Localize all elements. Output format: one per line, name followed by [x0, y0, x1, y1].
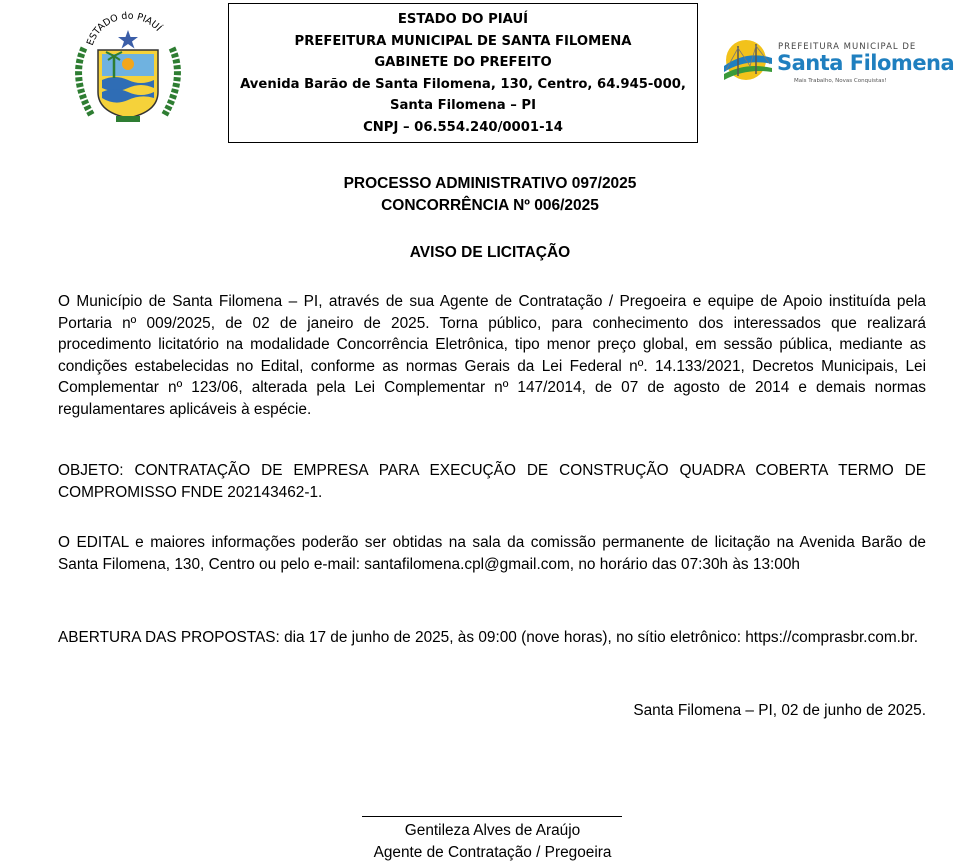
signatory-role: Agente de Contratação / Pregoeira [373, 844, 612, 861]
paragraph-edital-info: O EDITAL e maiores informações poderão ser obtidas na sala da comissão permanente de licitação na Avenida Barão de Santa Filomena, 130, Centro ou pelo e-mail: santafilomena.cpl@gmail.com, no horário das 07:30h às 13:00h [58, 534, 926, 573]
svg-text:ESTADO do PIAUÍ: ESTADO do PIAUÍ [84, 10, 164, 48]
process-number: PROCESSO ADMINISTRATIVO 097/2025 [343, 175, 637, 192]
header-state: ESTADO DO PIAUÍ [397, 12, 529, 27]
paragraph-introduction: O Município de Santa Filomena – PI, através de sua Agente de Contratação / Pregoeira e equipe de Apoio instituída pela Portaria nº 009/2025, de 02 de janeiro de 2025. Torna público, para conhecimento dos interessados que realizará procedimento licitatório na modalidade Concorrência Eletrônica, tipo menor preço global, em sessão pública, mediante as condições estabelecidas no Edital, conforme as normas Gerais da Lei Federal nº. 14.133/2021, Decretos Municipais, Lei Complementar nº 123/06, alterada pela Lei Complementar nº 147/2014, de 07 de agosto de 2014 e demais normas regulamentares aplicáveis à espécie. [58, 293, 926, 418]
letterhead-box [228, 3, 698, 143]
header-city: Santa Filomena – PI [389, 98, 536, 113]
paragraph-object: OBJETO: CONTRATAÇÃO DE EMPRESA PARA EXECUÇÃO DE CONSTRUÇÃO QUADRA COBERTA TERMO DE COMPROMISSO FNDE 202143462-1. [58, 462, 926, 501]
state-coat-of-arms-icon [62, 8, 194, 126]
place-and-date: Santa Filomena – PI, 02 de junho de 2025. [633, 702, 926, 719]
header-address: Avenida Barão de Santa Filomena, 130, Centro, 64.945-000, [240, 76, 686, 92]
bridge-sun-logo-icon [720, 36, 776, 88]
logo-main-text: Santa Filomena [777, 51, 955, 75]
concorrencia-number: CONCORRÊNCIA Nº 006/2025 [381, 197, 599, 214]
header-prefeitura: PREFEITURA MUNICIPAL DE SANTA FILOMENA [294, 33, 632, 49]
notice-title: AVISO DE LICITAÇÃO [409, 244, 571, 261]
header-cnpj: CNPJ – 06.554.240/0001-14 [363, 119, 563, 135]
header-gabinete: GABINETE DO PREFEITO [374, 55, 552, 70]
signatory-name: Gentileza Alves de Araújo [404, 822, 581, 839]
municipal-logo [720, 36, 955, 88]
document-titles [250, 173, 730, 217]
signature-line [362, 816, 622, 817]
logo-tagline: Mais Trabalho, Novas Conquistas! [794, 78, 887, 84]
logo-top-text: PREFEITURA MUNICIPAL DE [778, 42, 917, 52]
paragraph-opening: ABERTURA DAS PROPOSTAS: dia 17 de junho de 2025, às 09:00 (nove horas), no sítio eletrônico: https://comprasbr.com.br. [58, 629, 919, 646]
